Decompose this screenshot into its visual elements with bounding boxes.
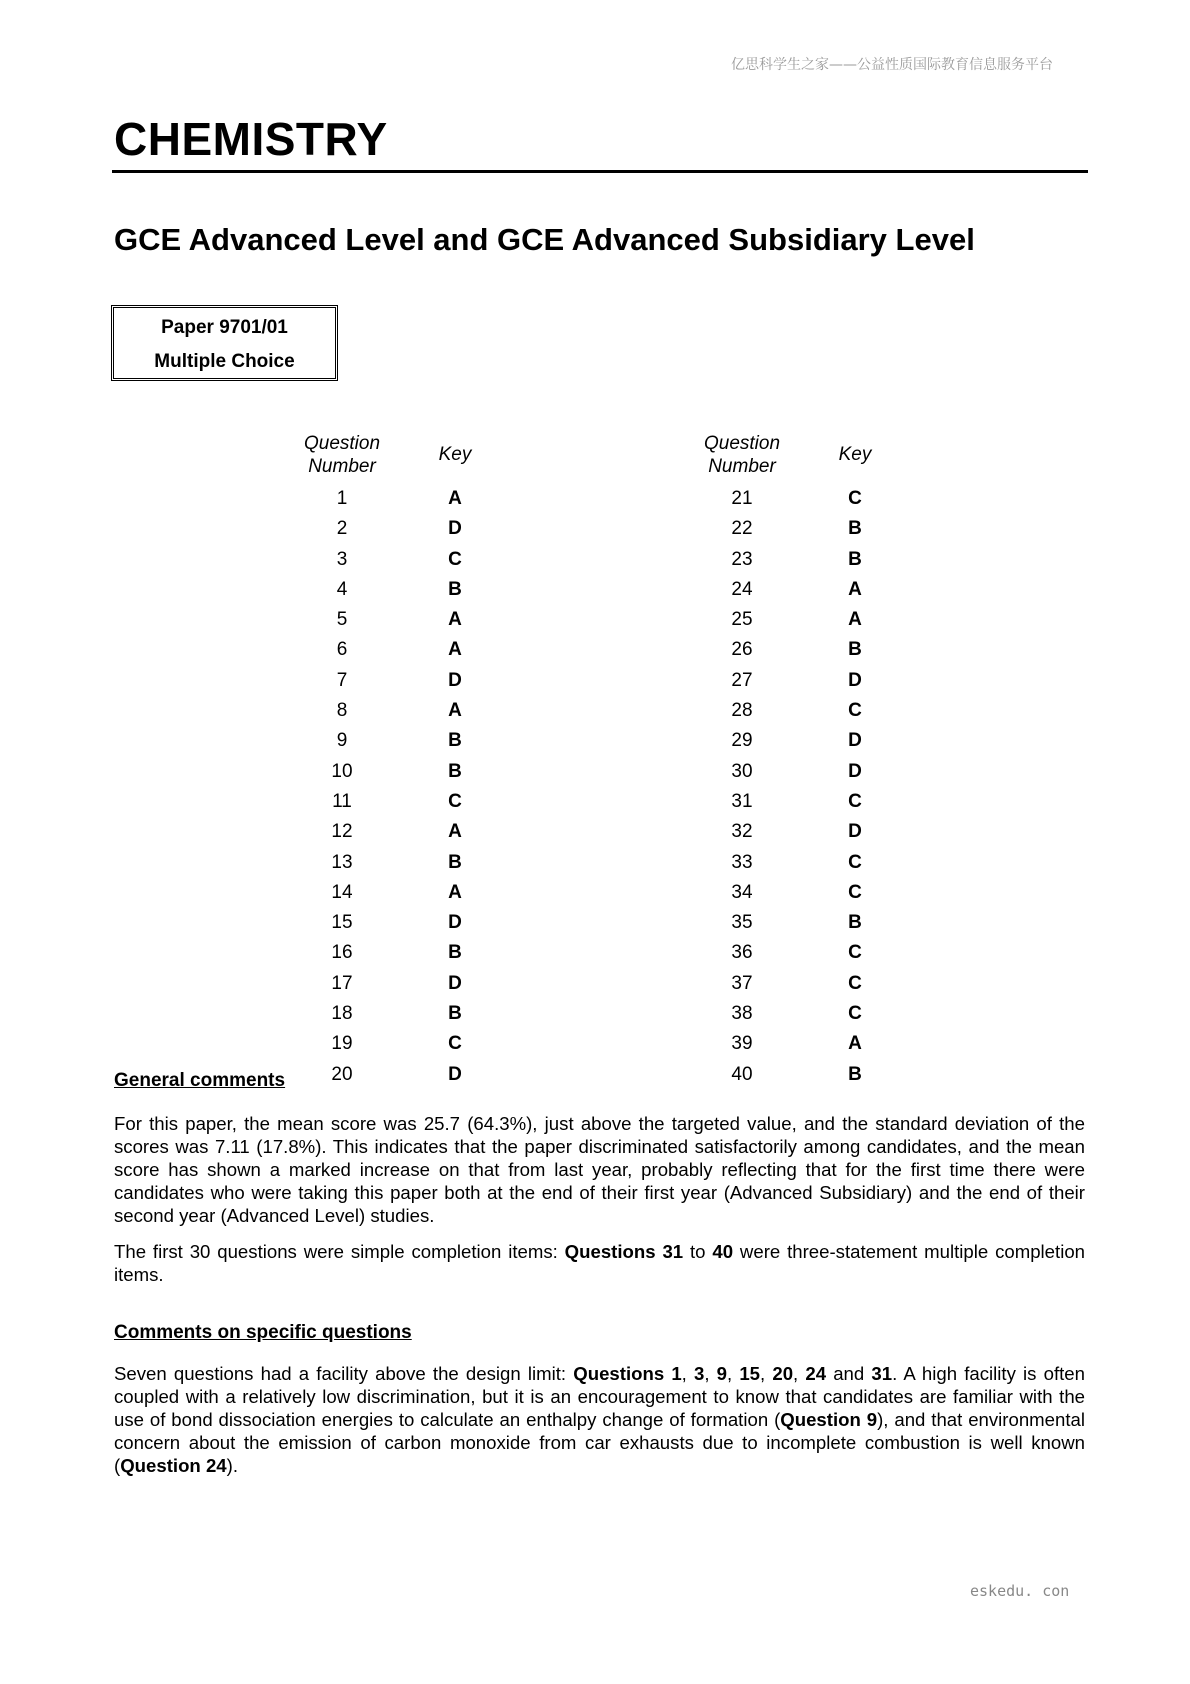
answer-key: A bbox=[448, 881, 462, 903]
answer-key: D bbox=[848, 821, 862, 843]
question-number: 22 bbox=[731, 518, 753, 540]
answer-key: B bbox=[448, 760, 462, 782]
question-number: 23 bbox=[731, 548, 753, 570]
answer-key: D bbox=[848, 730, 862, 752]
question-number: 12 bbox=[331, 821, 353, 843]
answer-key: B bbox=[848, 912, 862, 934]
question-number: 8 bbox=[336, 700, 348, 722]
specific-comments-heading: Comments on specific questions bbox=[114, 1322, 412, 1343]
answer-key: C bbox=[848, 881, 862, 903]
question-number: 15 bbox=[331, 912, 353, 934]
answer-key: A bbox=[448, 609, 462, 631]
general-comments-paragraph-2 bbox=[114, 1240, 1085, 1286]
answer-key: B bbox=[848, 518, 862, 540]
question-number: 18 bbox=[331, 1003, 353, 1025]
answer-key: D bbox=[448, 1063, 462, 1085]
question-number: 38 bbox=[731, 1003, 753, 1025]
question-number: 24 bbox=[731, 578, 753, 600]
text: were three-statement multiple completion items. bbox=[114, 1241, 1086, 1285]
answer-key: C bbox=[448, 548, 462, 570]
bold-text: Questions 1 bbox=[573, 1363, 682, 1384]
answer-key: C bbox=[848, 700, 862, 722]
question-number: 9 bbox=[336, 730, 348, 752]
question-number-header: Question Number bbox=[303, 433, 381, 477]
answer-key: C bbox=[848, 1003, 862, 1025]
specific-comments-paragraph bbox=[114, 1362, 1085, 1477]
bold-text: 20 bbox=[772, 1363, 794, 1384]
answer-key: C bbox=[848, 488, 862, 509]
bold-text: Question 9 bbox=[780, 1409, 878, 1430]
question-number: 25 bbox=[731, 609, 753, 631]
question-number: 13 bbox=[331, 851, 353, 873]
document-subtitle: GCE Advanced Level and GCE Advanced Subsidiary Level bbox=[114, 222, 975, 257]
answer-key: A bbox=[448, 700, 462, 722]
question-number: 39 bbox=[731, 1033, 753, 1055]
question-number: 17 bbox=[331, 972, 353, 994]
question-number: 14 bbox=[331, 881, 353, 903]
paper-info-box bbox=[111, 305, 338, 381]
question-number: 36 bbox=[731, 942, 753, 964]
answer-key: A bbox=[848, 578, 862, 600]
key-header: Key bbox=[438, 444, 472, 465]
question-number: 32 bbox=[731, 821, 753, 843]
question-number: 1 bbox=[336, 488, 348, 509]
question-number: 28 bbox=[731, 700, 753, 722]
bold-text: Question 24 bbox=[120, 1455, 227, 1476]
title-underline-rule bbox=[112, 170, 1088, 173]
answer-key: C bbox=[448, 1033, 462, 1055]
answer-key: A bbox=[848, 1033, 862, 1055]
bold-text: 15 bbox=[739, 1363, 761, 1384]
question-number: 11 bbox=[332, 790, 352, 812]
answer-key: C bbox=[448, 790, 462, 812]
answer-key: C bbox=[848, 942, 862, 964]
answer-key: A bbox=[848, 609, 862, 631]
bold-text: 40 bbox=[712, 1241, 734, 1262]
question-number-header: Question Number bbox=[703, 433, 781, 477]
answer-key: B bbox=[448, 1003, 462, 1025]
question-number: 27 bbox=[731, 669, 753, 691]
bold-text: 3 bbox=[694, 1363, 705, 1384]
question-number: 16 bbox=[331, 942, 353, 964]
question-number: 20 bbox=[331, 1063, 353, 1085]
answer-key: D bbox=[448, 518, 462, 540]
text: , bbox=[760, 1363, 773, 1384]
answer-key: B bbox=[848, 639, 862, 661]
answer-key: A bbox=[448, 639, 462, 661]
question-number: 35 bbox=[731, 912, 753, 934]
question-number: 6 bbox=[336, 639, 348, 661]
answer-key: D bbox=[448, 912, 462, 934]
question-number: 5 bbox=[336, 609, 348, 631]
text: , bbox=[727, 1363, 740, 1384]
question-number: 37 bbox=[731, 972, 753, 994]
bold-text: 24 bbox=[805, 1363, 827, 1384]
answer-key: A bbox=[448, 488, 462, 509]
question-number: 30 bbox=[731, 760, 753, 782]
general-comments-paragraph-1: For this paper, the mean score was 25.7 (64.3%), just above the targeted value, and the standard deviation of the scores was 7.11 (17.8%). This indicates that the paper discriminated satisfactorily among candidates, and the mean score has shown a marked increase on that from last year, probably reflecting that for the first time there were candidates who were taking this paper both at the end of their first year (Advanced Subsidiary) and the end of their second year (Advanced Level) studies. bbox=[114, 1113, 1085, 1226]
key-header: Key bbox=[838, 444, 872, 465]
paper-number: Paper 9701/01 bbox=[161, 317, 288, 338]
text: The first 30 questions were simple completion items: bbox=[114, 1241, 565, 1262]
question-number: 26 bbox=[731, 639, 753, 661]
answer-key: D bbox=[848, 669, 862, 691]
question-number: 10 bbox=[331, 760, 353, 782]
text: ), and that environmental concern about the emission of carbon monoxide from car exhausts due to incomplete combustion is well known ( bbox=[114, 1409, 1085, 1476]
bold-text: 31 bbox=[871, 1363, 893, 1384]
question-number: 19 bbox=[331, 1033, 353, 1055]
answer-key: B bbox=[848, 1063, 862, 1085]
text: to bbox=[683, 1241, 713, 1262]
answer-key: A bbox=[448, 821, 462, 843]
answer-key: B bbox=[448, 942, 462, 964]
question-number: 29 bbox=[731, 730, 753, 752]
answer-key: B bbox=[848, 548, 862, 570]
text: Seven questions had a facility above the design limit: bbox=[114, 1363, 574, 1384]
general-comments-heading: General comments bbox=[114, 1070, 286, 1091]
answer-key: C bbox=[848, 790, 862, 812]
answer-key: C bbox=[848, 851, 862, 873]
text: , bbox=[704, 1363, 717, 1384]
question-number: 2 bbox=[336, 518, 348, 540]
answer-key: D bbox=[848, 760, 862, 782]
bold-text: 9 bbox=[716, 1363, 728, 1384]
watermark-top: 亿思科学生之家——公益性质国际教育信息服务平台 bbox=[731, 57, 1053, 73]
question-number: 40 bbox=[731, 1063, 753, 1085]
bold-text: Questions 31 bbox=[564, 1241, 684, 1262]
question-number: 34 bbox=[731, 881, 753, 903]
answer-key: B bbox=[448, 578, 462, 600]
paper-type: Multiple Choice bbox=[154, 351, 295, 372]
question-number: 7 bbox=[336, 669, 348, 691]
text: , bbox=[793, 1363, 806, 1384]
text: . A high facility is often coupled with a relatively low discrimination, but it is an encouragement to know that candidates are familiar with the use of bond dissociation energies to calculate an enthalpy change of formation ( bbox=[114, 1363, 1085, 1430]
question-number: 31 bbox=[731, 790, 753, 812]
watermark-bottom: eskedu. con bbox=[970, 1582, 1070, 1600]
text: ). bbox=[226, 1455, 238, 1476]
text: , bbox=[681, 1363, 694, 1384]
question-number: 33 bbox=[731, 851, 753, 873]
question-number: 21 bbox=[731, 488, 753, 509]
answer-key: B bbox=[448, 730, 462, 752]
question-number: 4 bbox=[336, 578, 348, 600]
answer-key: B bbox=[448, 851, 462, 873]
document-title: CHEMISTRY bbox=[114, 113, 388, 165]
text: and bbox=[826, 1363, 872, 1384]
answer-key: D bbox=[448, 669, 462, 691]
question-number: 3 bbox=[336, 548, 348, 570]
answer-key: C bbox=[848, 972, 862, 994]
answer-key: D bbox=[448, 972, 462, 994]
